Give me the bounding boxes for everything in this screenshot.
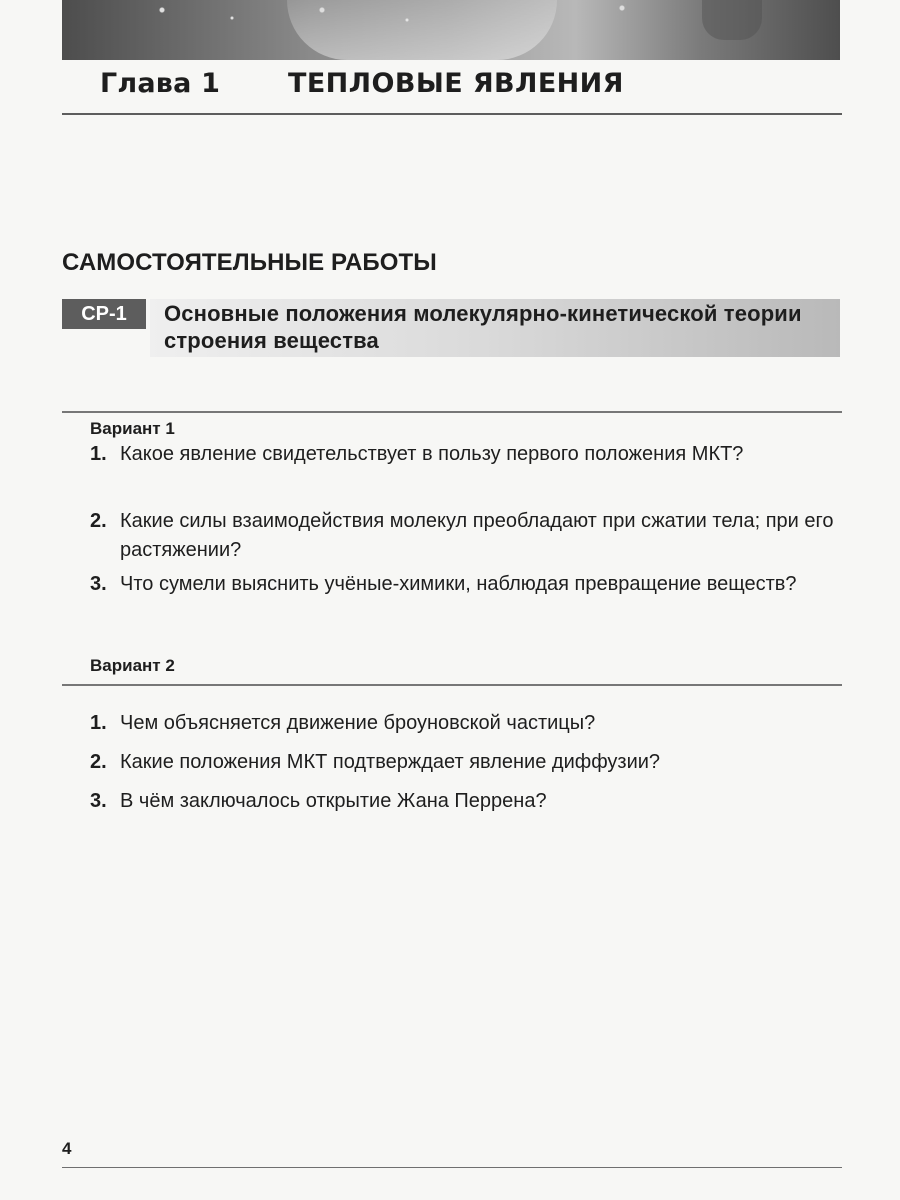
question-text: Что сумели выяснить учёные-химики, наблюдая превращение веществ? <box>120 573 797 595</box>
question-number: 3. <box>90 573 107 595</box>
variant-1-label: Вариант 1 <box>90 419 175 438</box>
chapter-title: ТЕПЛОВЫЕ ЯВЛЕНИЯ <box>288 68 624 99</box>
question-number: 3. <box>90 790 107 812</box>
question-text: Какие силы взаимодействия молекул преобладают при сжатии тела; при его растяжении? <box>120 510 834 561</box>
variant-2-question-1 <box>90 709 840 738</box>
variant-1-divider <box>62 411 842 413</box>
variant-2-divider <box>62 684 842 686</box>
variant-1-question-2 <box>90 507 840 565</box>
variant-2-label: Вариант 2 <box>90 656 175 675</box>
header-photo <box>62 0 840 60</box>
page-number: 4 <box>62 1139 72 1158</box>
question-number: 2. <box>90 751 107 773</box>
question-text: Какое явление свидетельствует в пользу первого положения МКТ? <box>120 443 744 465</box>
section-title: САМОСТОЯТЕЛЬНЫЕ РАБОТЫ <box>62 249 437 276</box>
variant-1-question-3 <box>90 570 840 599</box>
footer-divider <box>62 1167 842 1168</box>
work-code-badge: СР-1 <box>62 299 146 329</box>
variant-2-question-2 <box>90 748 840 777</box>
chapter-label: Глава 1 <box>100 68 221 99</box>
question-number: 2. <box>90 510 107 532</box>
question-text: В чём заключалось открытие Жана Перрена? <box>120 790 547 812</box>
topic-title: Основные положения молекулярно-кинетической теории строения вещества <box>164 301 802 353</box>
question-text: Какие положения МКТ подтверждает явление диффузии? <box>120 751 661 773</box>
header-divider <box>62 113 842 115</box>
question-text: Чем объясняется движение броуновской частицы? <box>120 712 596 734</box>
variant-1-question-1 <box>90 440 840 469</box>
question-number: 1. <box>90 443 107 465</box>
variant-2-question-3 <box>90 787 840 816</box>
question-number: 1. <box>90 712 107 734</box>
